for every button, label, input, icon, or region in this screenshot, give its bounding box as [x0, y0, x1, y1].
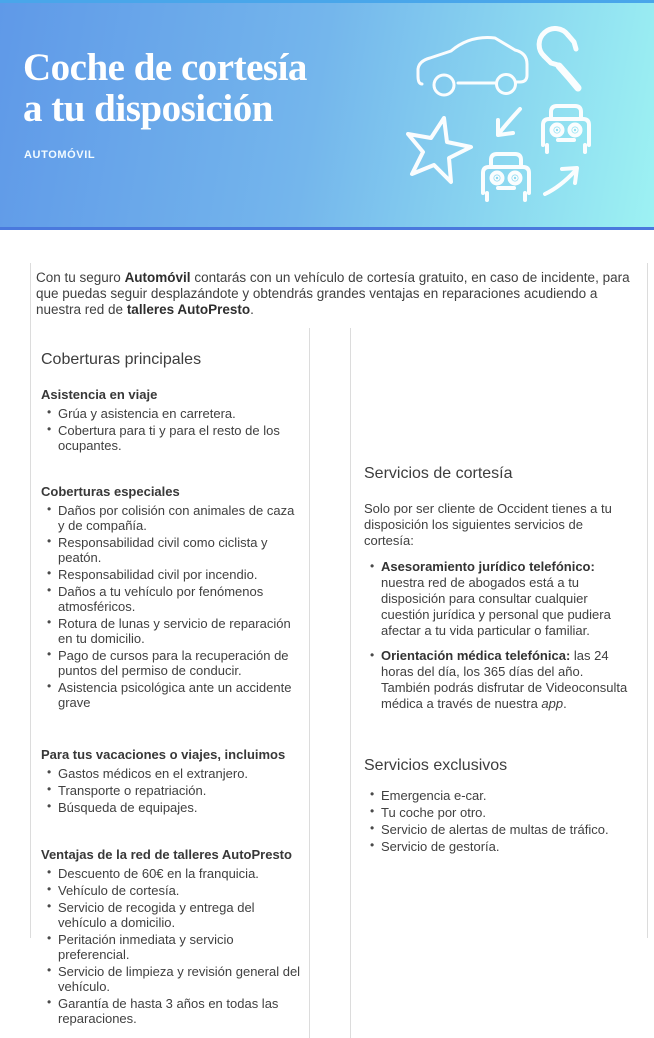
wrench-icon	[539, 29, 578, 88]
bullet-italic-app: app	[541, 696, 564, 711]
list-item: • Servicio de gestoría.	[381, 839, 635, 854]
page-title-line2: a tu disposición	[23, 87, 273, 130]
courtesy-services-list	[364, 559, 635, 712]
bullet-list	[41, 766, 301, 815]
header-banner	[0, 0, 654, 230]
list-item: • Servicio de limpieza y revisión general del vehículo.	[58, 964, 301, 994]
intro-text: Con tu seguro	[36, 270, 125, 285]
page-title	[23, 47, 307, 129]
list-item: • Servicio de recogida y entrega del vehículo a domicilio.	[58, 900, 301, 930]
section-title-coberturas-principales: Coberturas principales	[41, 351, 202, 368]
list-item	[381, 648, 635, 712]
coverages-column	[31, 328, 310, 1038]
block-heading: Coberturas especiales	[41, 484, 180, 499]
coverage-block-especiales	[41, 484, 301, 710]
list-item: • Búsqueda de equipajes.	[58, 800, 301, 815]
list-item: • Garantía de hasta 3 años en todas las reparaciones.	[58, 996, 301, 1026]
block-heading: Ventajas de la red de talleres AutoPresto	[41, 847, 292, 862]
bullet-text: .	[563, 696, 567, 711]
block-heading: Para tus vacaciones o viajes, incluimos	[41, 747, 286, 762]
header-illustration	[392, 11, 612, 223]
list-item: • Responsabilidad civil por incendio.	[58, 567, 301, 582]
bullet-list	[41, 503, 301, 710]
car-front-icon	[483, 154, 529, 200]
intro-text: contarás con un vehículo de cortesía gratuito, en caso de incidente, para que puedas seguir desplazándote y obtendrás grandes ventajas en reparaciones acudiendo a nuestra red de	[36, 270, 630, 317]
list-item: • Gastos médicos en el extranjero.	[58, 766, 301, 781]
list-item: • Asistencia psicológica ante un accidente grave	[58, 680, 301, 710]
intro-paragraph	[36, 270, 640, 318]
block-heading: Asistencia en viaje	[41, 387, 158, 402]
list-item: • Transporte o repatriación.	[58, 783, 301, 798]
bullet-lead: Asesoramiento jurídico telefónico:	[381, 559, 595, 574]
list-item: • Vehículo de cortesía.	[58, 883, 301, 898]
intro-bold-talleres: talleres AutoPresto	[126, 302, 251, 317]
arrow-down-left-icon	[498, 109, 520, 135]
section-title-servicios-cortesia: Servicios de cortesía	[364, 465, 513, 482]
exclusive-services-list	[364, 788, 635, 854]
page-title-line1: Coche de cortesía	[23, 46, 307, 89]
list-item: • Pago de cursos para la recuperación de puntos del permiso de conducir.	[58, 648, 301, 678]
list-item: • Tu coche por otro.	[381, 805, 635, 820]
coverage-block-vacaciones	[41, 747, 301, 815]
list-item: • Servicio de alertas de multas de tráfico.	[381, 822, 635, 837]
services-intro-paragraph: Solo por ser cliente de Occident tienes a tu disposición los siguientes servicios de cortesía:	[364, 501, 612, 548]
list-item: • Daños a tu vehículo por fenómenos atmosféricos.	[58, 584, 301, 614]
list-item: • Peritación inmediata y servicio preferencial.	[58, 932, 301, 962]
coverage-block-asistencia	[41, 387, 301, 453]
coverage-block-autopresto	[41, 847, 301, 1026]
list-item: • Responsabilidad civil como ciclista y peatón.	[58, 535, 301, 565]
bullet-text: nuestra red de abogados está a tu disposición para consultar cualquier cuestión jurídica y personal que pudiera afectar a tu vida particular o familiar.	[381, 575, 611, 638]
section-title-servicios-exclusivos: Servicios exclusivos	[364, 757, 508, 774]
star-icon	[408, 118, 471, 182]
list-item: • Descuento de 60€ en la franquicia.	[58, 866, 301, 881]
list-item: • Daños por colisión con animales de caza y de compañía.	[58, 503, 301, 533]
list-item: • Grúa y asistencia en carretera.	[58, 406, 301, 421]
services-column	[350, 328, 647, 1038]
content-area	[30, 263, 648, 1026]
two-column-layout	[31, 328, 647, 1038]
list-item: • Cobertura para ti y para el resto de los ocupantes.	[58, 423, 301, 453]
list-item: • Rotura de lunas y servicio de reparación en tu domicilio.	[58, 616, 301, 646]
car-front-icon	[543, 106, 589, 152]
list-item: • Emergencia e-car.	[381, 788, 635, 803]
bullet-lead: Orientación médica telefónica:	[381, 648, 571, 663]
list-item	[381, 559, 635, 639]
car-side-icon	[418, 38, 527, 95]
bullet-list	[41, 866, 301, 1026]
category-label: AUTOMÓVIL	[24, 149, 96, 161]
intro-bold-automovil: Automóvil	[124, 270, 191, 285]
arrow-up-right-icon	[545, 168, 577, 194]
intro-text: .	[250, 302, 254, 317]
bullet-text: las 24 horas del día, los 365 días del año. También podrás disfrutar de Videoconsulta médica a través de nuestra	[381, 648, 628, 711]
bullet-list	[41, 406, 301, 453]
